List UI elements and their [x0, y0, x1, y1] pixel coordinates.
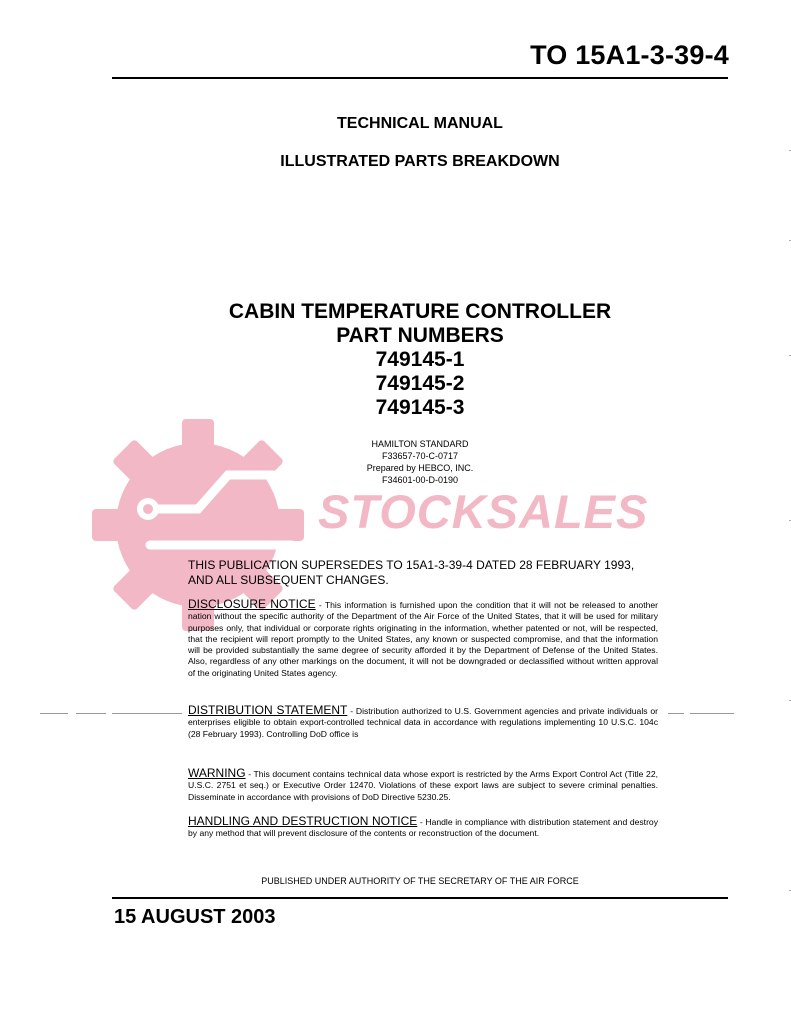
contractor-line: HAMILTON STANDARD	[371, 439, 469, 449]
publication-date: 15 AUGUST 2003	[114, 906, 276, 928]
to-number: TO 15A1-3-39-4	[530, 40, 729, 70]
bottom-rule	[112, 897, 728, 899]
contractor-block	[112, 438, 728, 486]
warning-heading: WARNING	[188, 766, 246, 780]
supersedes-statement	[188, 558, 658, 588]
contractor-line: F33657-70-C-0717	[381, 451, 459, 461]
disclosure-heading: DISCLOSURE NOTICE	[188, 597, 316, 611]
contractor-line: F34601-00-D-0190	[381, 475, 459, 485]
supersedes-line: AND ALL SUBSEQUENT CHANGES.	[188, 573, 389, 587]
margin-dash	[690, 713, 734, 714]
handling-text: - Handle in compliance with distribution statement and destroy by any method that will prevent disclosure of the contents or reconstruction of the document.	[188, 817, 659, 839]
distribution-text: - Distribution authorized to U.S. Government agencies and private individuals or enterprises eligible to obtain export-controlled technical data in accordance with regulations implementing 10 U.S.C. 104c (28 February 1993). Controlling DoD office is	[188, 706, 659, 739]
manual-subtitle: ILLUSTRATED PARTS BREAKDOWN	[280, 153, 560, 170]
supersedes-line: THIS PUBLICATION SUPERSEDES TO 15A1-3-39-4 DATED 28 FEBRUARY 1993,	[188, 558, 635, 572]
document-title	[112, 300, 728, 420]
margin-dash	[76, 713, 106, 714]
manual-type: TECHNICAL MANUAL	[337, 115, 503, 132]
warning-notice	[188, 768, 658, 803]
title-line: CABIN TEMPERATURE CONTROLLER	[228, 300, 612, 323]
contractor-line: Prepared by HEBCO, INC.	[366, 463, 474, 473]
watermark-text: STOCKSALES	[318, 485, 649, 538]
handling-heading: HANDLING AND DESTRUCTION NOTICE	[188, 814, 418, 828]
margin-dash	[112, 713, 182, 714]
disclosure-text: - This information is furnished upon the condition that it will not be released to another nation without the specific authority of the Department of the Air Force of the United States, that it will be used for military purposes only, that individual or corporate rights originating in the information, whether patented or not, will be respected, that the recipient will report promptly to the United States, any known or suspected compromise, and that the information will be provided substantially the same degree of security afforded it by the Department of Defense of the United States. Also, regardless of any other markings on the document, it will not be downgraded or declassified without written approval of the originating United States agency.	[188, 600, 659, 678]
margin-dash	[668, 713, 684, 714]
published-authority: PUBLISHED UNDER AUTHORITY OF THE SECRETARY OF THE AIR FORCE	[261, 876, 579, 886]
handling-notice	[188, 816, 658, 840]
distribution-statement	[188, 705, 658, 740]
warning-text: - This document contains technical data whose export is restricted by the Arms Export Control Act (Title 22, U.S.C. 2751 et seq.) or Executive Order 12470. Violations of these export laws are subject to severe criminal penalties. Disseminate in accordance with provisions of DoD Directive 5230.25.	[188, 769, 659, 802]
part-numbers-heading: PART NUMBERS	[336, 324, 504, 347]
disclosure-notice	[188, 599, 658, 679]
part-number: 749145-2	[375, 372, 465, 395]
margin-dash	[40, 713, 68, 714]
top-rule	[112, 77, 728, 79]
part-number: 749145-1	[375, 348, 465, 371]
part-number: 749145-3	[375, 396, 465, 419]
distribution-heading: DISTRIBUTION STATEMENT	[188, 703, 348, 717]
